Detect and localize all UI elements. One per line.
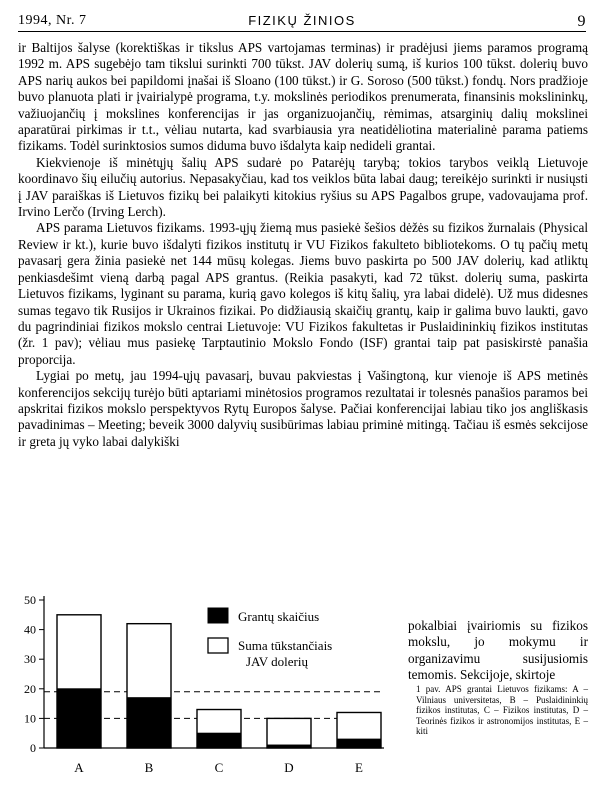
y-tick-label: 10: [24, 711, 36, 726]
category-label: E: [355, 760, 363, 775]
y-tick-label: 0: [30, 741, 36, 755]
page-number: 9: [577, 13, 586, 30]
legend-label-sum-line2: JAV dolerių: [246, 654, 308, 669]
category-label: C: [214, 760, 224, 775]
legend-label-grants: Grantų skaičius: [238, 609, 320, 624]
paragraph: Kiekvienoje iš minėtųjų šalių APS sudarė po Patarėjų tarybą; tokios tarybos veiklą Lietuvoje koordinavo šių eilučių autorius. Nepasakyčiau, kad tos veiklos būta labai daug; tereikėjo surinkti ir nusiųsti į JAV paraiškas iš Lietuvos fizikų bei palaikyti kitokius ryšius su APS Pagalbos grupe, vadovaujama prof. Irvino Lerčo (Irving Lerch).: [18, 154, 588, 220]
category-label: B: [144, 760, 154, 775]
paragraph: pokalbiai įvairiomis su fizikos mokslu, jo mokymu ir organizavimu susijusiomis temomis. Sekcijoje, skirtoje: [408, 618, 588, 683]
bar-sum: [267, 718, 311, 748]
legend-label-sum-line1: Suma tūkstančiais: [238, 638, 333, 653]
journal-title: FIZIKŲ ŽINIOS: [248, 13, 356, 28]
page-header: [18, 9, 586, 32]
bar-grants: [267, 745, 311, 748]
bar-grants: [127, 698, 171, 748]
bar-grants: [57, 689, 101, 748]
caption-text: 1 pav. APS grantai Lietuvos fizikams: A – Vilniaus universitetas, B – Puslaidininkių fizikos institutas, C – Fizikos institutas, D – Teorinės fizikos ir astronomijos institutas, E – kiti: [416, 684, 588, 737]
legend-swatch-sum: [208, 638, 228, 653]
side-column-text: [408, 618, 588, 684]
y-tick-label: 30: [24, 652, 36, 667]
paragraph: Lygiai po metų, jau 1994-ųjų pavasarį, buvau pakviestas į Vašingtoną, kur vienoje iš APS metinės konferencijos sekcijų turėjo būti aptariami minėtosios programos rezultatai ir tolesnės panašios paramos bei apskritai fizikos mokslo perspektyvos Rytų Europos šalyse. Pačiai konferencijai labiau tiko jos angliškasis pavadinimas – Meeting; beveik 3000 dalyvių susibūrimas labiau priminė mitingą. Tačiau iš esmės sekcijose ir greta jų vyko labai dalykiški: [18, 368, 588, 449]
category-label: D: [284, 760, 294, 775]
y-tick-label: 40: [24, 622, 36, 637]
category-label: A: [74, 760, 84, 775]
paragraph: APS parama Lietuvos fizikams. 1993-ųjų žiemą mus pasiekė šešios dėžės su fizikos žurnalais (Physical Review ir kt.), kurie buvo išdalyti fizikos institutų ir VU Fizikos fakulteto bibliotekoms. O tų pačių metų pavasarį gera žinia pasiekė net 144 mūsų kolegas. Jiems buvo paskirta po 500 JAV dolerių, kad atliktų penkiasdešimt vieną darbą pagal APS grantus. (Reikia pasakyti, kad 72 tūkst. dolerių suma, paskirta Lietuvos fizikams, lyginant su parama, kurią gavo kolegos iš kitų šalių, yra labai didelė). Už mus didesnes sumas tegavo tik Rusijos ir Ukrainos fizikai. Po didžiausią skaičių grantų, kaip ir galima buvo laukti, gavo du pagrindiniai fizikos mokslo centrai Lietuvoje: VU Fizikos fakultetas ir Puslaidininkių fizikos institutas (žr. 1 pav); vėliau mus pasiekę Tarptautinio Mokslo Fondo (ISF) grantai taip pat pasiskirstė panašia proporcija.: [18, 220, 588, 367]
y-tick-label: 50: [24, 593, 36, 607]
figure-caption: [416, 684, 588, 737]
paragraph: ir Baltijos šalyse (korektiškas ir tikslus APS vartojamas terminas) ir pradėjusi jiems paramos programą 1992 m. APS sugebėjo tam tikslui surinkti 700 tūkst. JAV dolerių sumą, iš kurios 100 tūkst. dolerių buvo APS narių aukos bei papildomi įnašai iš Sloano (100 tūkst.) ir G. Soroso (500 tūkst.) fondų. Nors pradžioje buvo planuota plati ir įvairialypė programa, t.y. mokslinės periodikos prenumerata, finansinis mokslininkų, važiuojančių į mokslines konferencijas ir jas organizuojančių, rėmimas, atsarginių dalių mokslinei aparatūrai pirkimas ir t.t., vėliau nutarta, kad svarbiausia yra neatidėliotina materialinė parama patiems fizikams. Todėl surinktosios sumos diduma buvo išdalyta kaip nedideli grantai.: [18, 40, 588, 154]
y-tick-label: 20: [24, 681, 36, 696]
issue-label: 1994, Nr. 7: [18, 13, 87, 28]
grants-bar-chart: [0, 590, 410, 790]
article-body: [18, 40, 588, 450]
bar-grants: [337, 739, 381, 748]
bar-grants: [197, 733, 241, 748]
legend-swatch-grants: [208, 608, 228, 623]
